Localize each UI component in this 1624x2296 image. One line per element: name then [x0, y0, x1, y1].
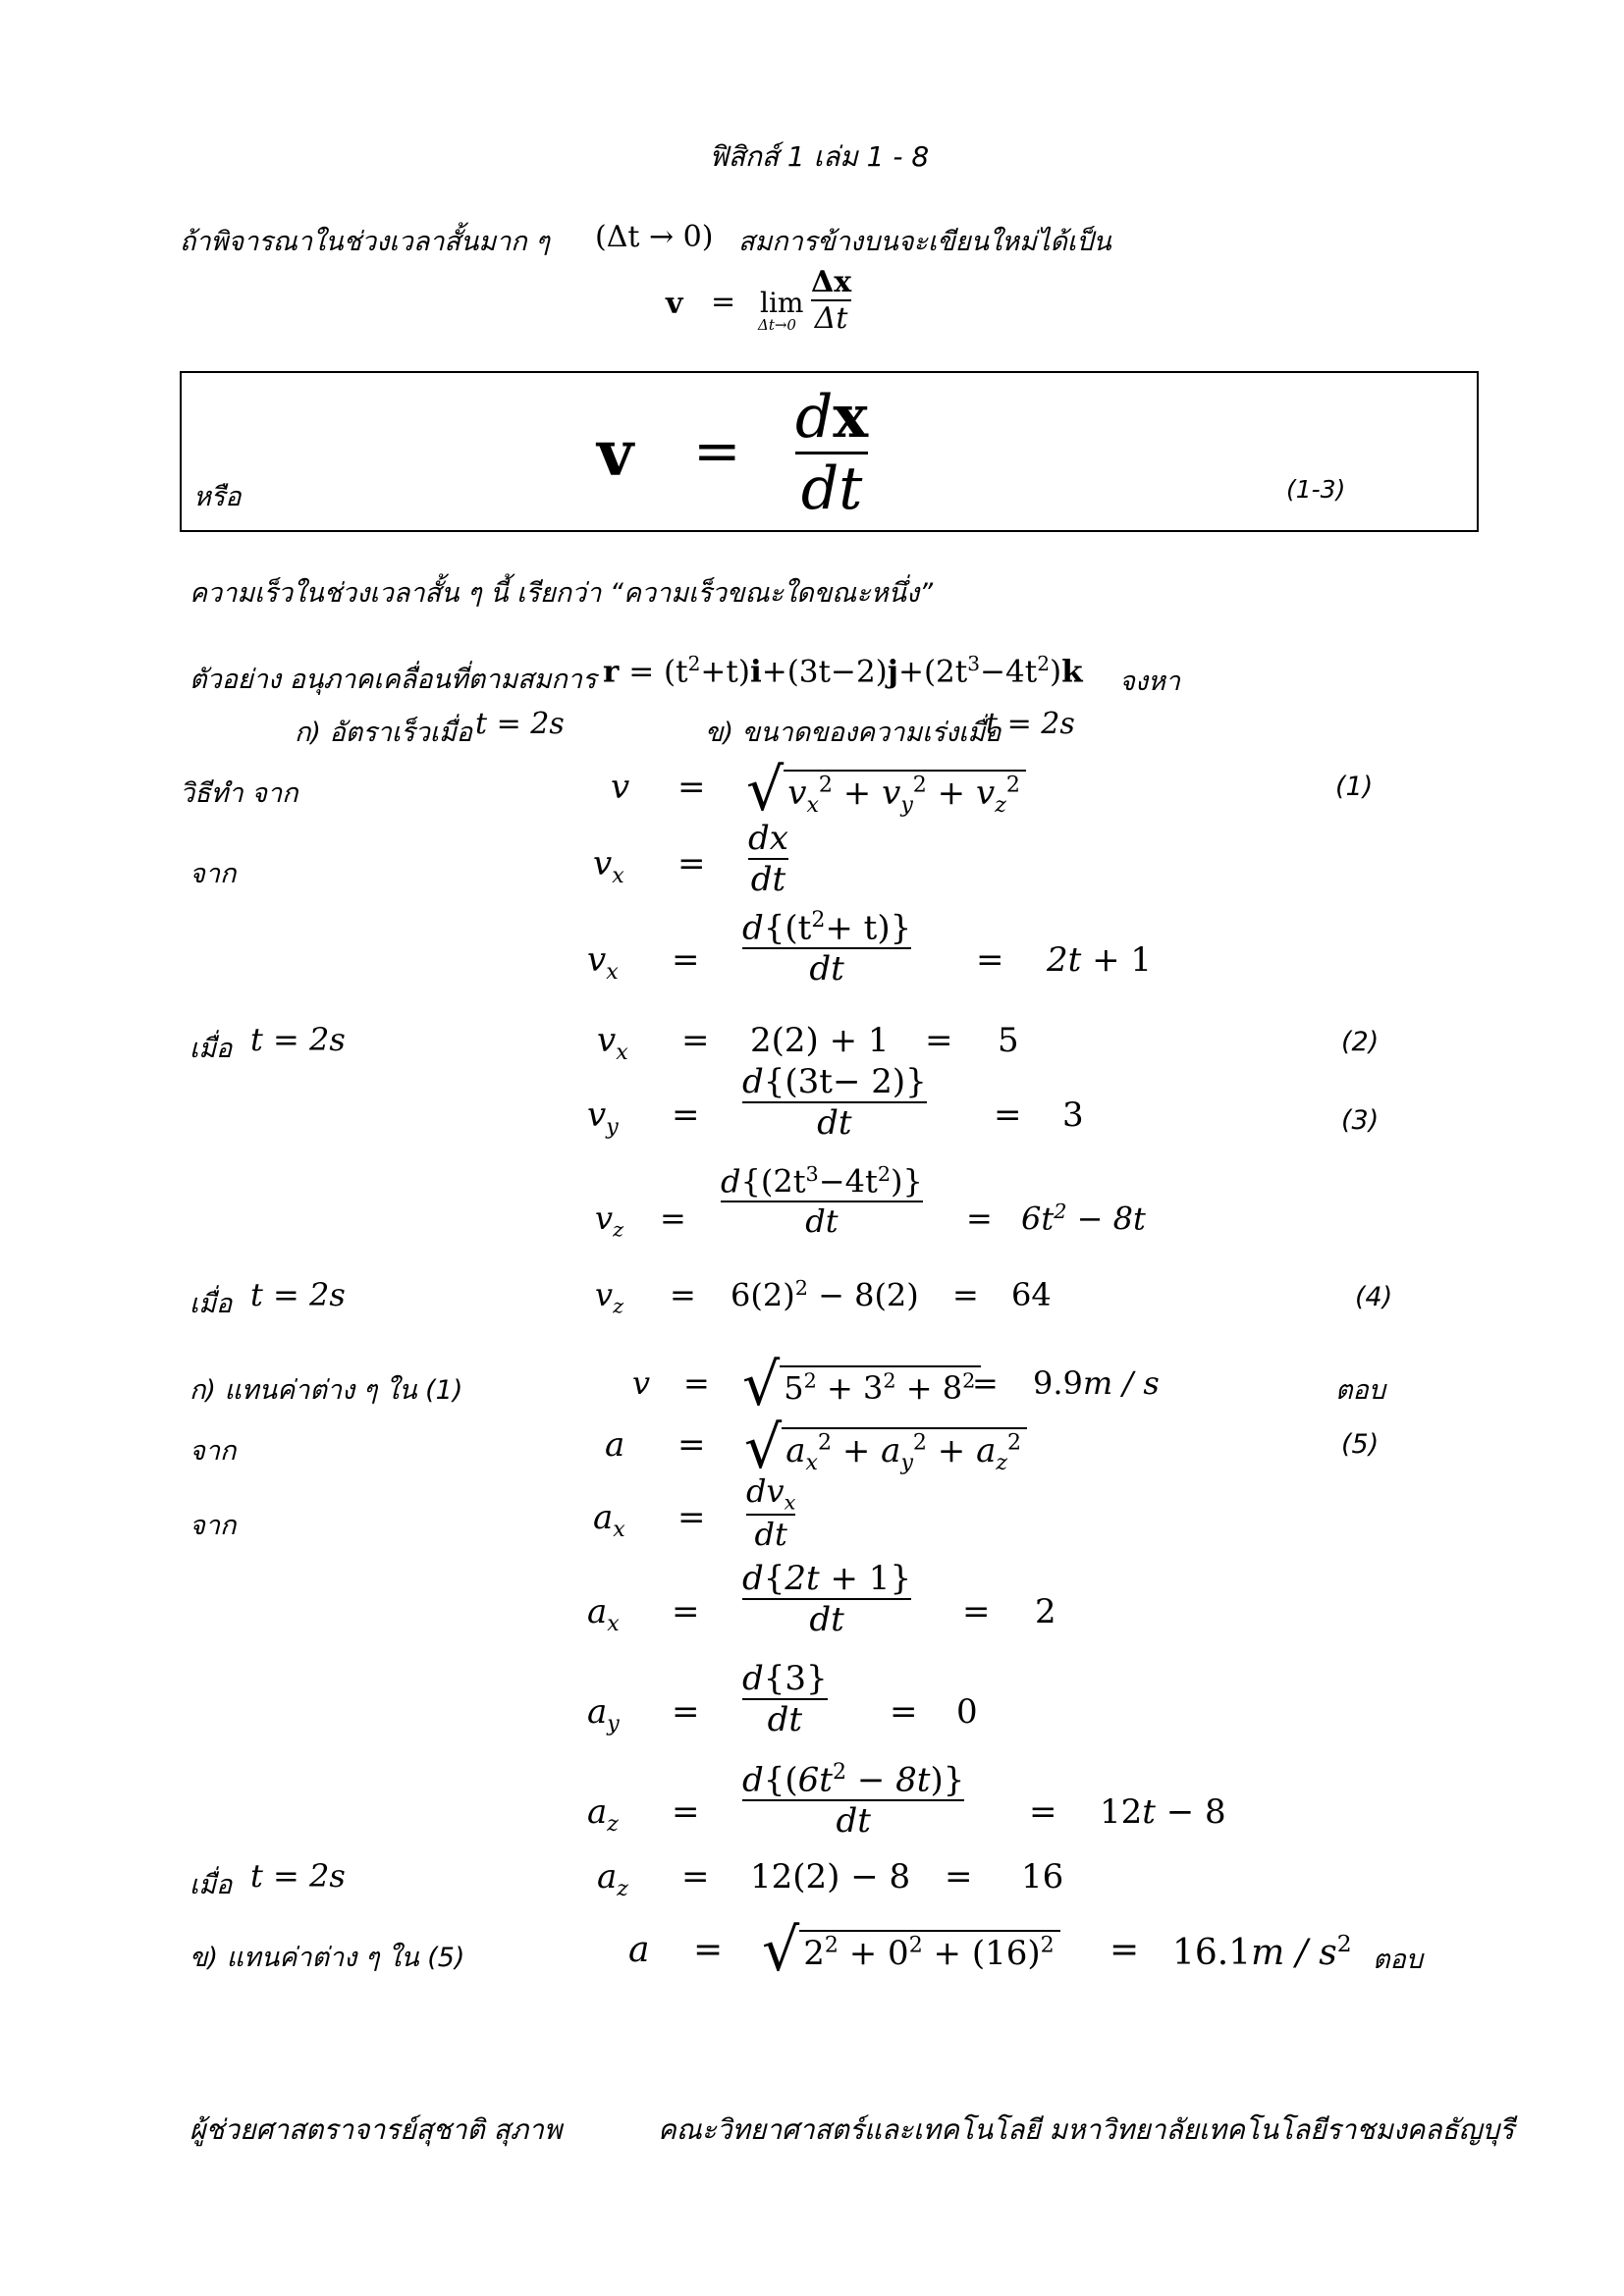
equals: =: [925, 1021, 953, 1060]
equals: =: [677, 844, 706, 883]
equals: =: [962, 1592, 991, 1631]
equals: =: [1029, 1792, 1057, 1832]
equals: =: [994, 1095, 1022, 1135]
equals: =: [672, 1792, 700, 1832]
equals: =: [976, 940, 1004, 980]
speed-substitution: √ $5^2 + 3^2 + 8^2$: [742, 1345, 981, 1414]
equals: =: [672, 1095, 700, 1135]
vx-var: $v_x$: [597, 1021, 628, 1065]
eq-number-4: (4): [1355, 1282, 1393, 1312]
delta-fraction: Δx Δt: [811, 265, 852, 336]
vx-var: $v_x$: [587, 940, 619, 985]
when-label: เมื่อ: [189, 1870, 233, 1900]
az-result: 16: [1021, 1857, 1064, 1896]
ask-label: จงหา: [1119, 667, 1180, 697]
lim-subscript: Δt→0: [758, 316, 796, 334]
equals: =: [972, 1364, 999, 1402]
equals: =: [677, 1498, 706, 1537]
speed-sqrt: √ $v_x^2 + v_y^2 + v_z^2$: [746, 750, 1026, 819]
az-var: $a_z$: [587, 1792, 619, 1837]
equals: =: [966, 1200, 993, 1237]
a-var: a: [628, 1930, 650, 1970]
or-label: หรือ: [193, 482, 242, 512]
equals: =: [711, 285, 736, 319]
vz-var: $v_z$: [595, 1200, 624, 1242]
a-var: a: [605, 1425, 625, 1465]
vz-expression: $6t^2 - 8t$: [1021, 1200, 1146, 1238]
equals: =: [683, 1364, 710, 1402]
time-a: t = 2s: [475, 707, 565, 741]
big-equals: =: [693, 417, 741, 484]
vx-expression: 2t + 1: [1047, 940, 1153, 980]
az-substitution: 12(2) − 8: [750, 1857, 911, 1896]
ay-derivative: d{3} dt: [742, 1659, 828, 1739]
vy-result: 3: [1062, 1095, 1084, 1135]
ax-derivative: d{2t + 1} dt: [742, 1559, 912, 1639]
equation-number: (1-3): [1286, 475, 1346, 504]
vx-substitution: 2(2) + 1: [750, 1021, 890, 1060]
v-var: v: [632, 1364, 651, 1402]
equals: =: [945, 1857, 973, 1896]
eq-number-5: (5): [1341, 1429, 1380, 1460]
accel-result: $16.1m / s^2$: [1172, 1930, 1352, 1973]
equals: =: [681, 1857, 710, 1896]
equals: =: [660, 1200, 686, 1237]
equals: =: [952, 1276, 979, 1313]
equals: =: [672, 1692, 700, 1732]
v-symbol: v: [666, 287, 683, 321]
big-v: v: [597, 417, 634, 491]
equals: =: [672, 940, 700, 980]
accel-sqrt: √ $a_x^2 + a_y^2 + a_z^2$: [744, 1408, 1027, 1476]
vy-derivative: d{(3t− 2)} dt: [742, 1062, 927, 1143]
speed-result: 9.9m / s: [1033, 1364, 1160, 1402]
footer-author: ผู้ช่วยศาสตราจารย์สุชาติ สุภาพ: [189, 2113, 563, 2146]
when-label: เมื่อ: [189, 1289, 233, 1319]
az-var: $a_z$: [597, 1857, 628, 1901]
method-label: วิธีทำ จาก: [180, 778, 298, 809]
equals: =: [681, 1021, 710, 1060]
from-label: จาก: [189, 1436, 237, 1467]
ay-var: $a_y$: [587, 1692, 620, 1736]
equals: =: [677, 768, 706, 807]
sub-b-label: ข) แทนค่าต่าง ๆ ใน (5): [189, 1943, 465, 1973]
equals: =: [672, 1592, 700, 1631]
ax-result: 2: [1035, 1592, 1056, 1631]
page-header: ฟิสิกส์ 1 เล่ม 1 - 8: [709, 140, 930, 173]
equals: =: [693, 1930, 724, 1970]
part-b-label: ข) ขนาดของความเร่งเมื่อ: [705, 718, 1001, 748]
vx-var: $v_x$: [593, 844, 624, 888]
az-derivative: $d\{(6t^2 - 8t)\}$ dt: [742, 1759, 965, 1842]
equals: =: [677, 1425, 706, 1465]
intro-text-2: สมการข้างบนจะเขียนใหม่ได้เป็น: [738, 227, 1111, 257]
ax-var: $a_x$: [593, 1498, 625, 1542]
eq-number-2: (2): [1341, 1027, 1380, 1057]
vx-fraction: dx dt: [748, 819, 788, 899]
time-b: t = 2s: [986, 707, 1075, 741]
ax-fraction: $dv_x$ dt: [746, 1472, 796, 1554]
answer-label: ตอบ: [1373, 1945, 1423, 1975]
v-var: v: [611, 768, 630, 807]
vz-derivative: $d\{(2t^3-4t^2)\}$ dt: [721, 1162, 923, 1240]
eq-number-1: (1): [1335, 772, 1374, 802]
time-value: t = 2s: [250, 1857, 346, 1895]
footer-institution: คณะวิทยาศาสตร์และเทคโนโลยี มหาวิทยาลัยเทคโนโลยีราชมงคลธัญบุรี: [658, 2113, 1515, 2146]
from-label: จาก: [189, 859, 237, 889]
instantaneous-text: ความเร็วในช่วงเวลาสั้น ๆ นี้ เรียกว่า “ความเร็วขณะใดขณะหนึ่ง”: [189, 578, 934, 609]
lim-symbol: lim: [760, 287, 804, 319]
intro-text: ถ้าพิจารณาในช่วงเวลาสั้นมาก ๆ: [180, 227, 550, 257]
vz-substitution: $6(2)^2 - 8(2)$: [731, 1276, 919, 1314]
vx-result: 5: [998, 1021, 1019, 1060]
sub-a-label: ก) แทนค่าต่าง ๆ ใน (1): [189, 1375, 463, 1406]
position-equation: $r = (t^2+t)i+(3t-2)j+(2t^3-4t^2)k$: [603, 652, 1083, 690]
accel-substitution: √ $2^2 + 0^2 + (16)^2$: [762, 1910, 1060, 1979]
equals: =: [670, 1276, 696, 1313]
vz-var: $v_z$: [595, 1276, 624, 1318]
answer-label: ตอบ: [1335, 1375, 1385, 1406]
vy-var: $v_y$: [587, 1095, 619, 1140]
equals: =: [1110, 1930, 1140, 1970]
part-a-label: ก) อัตราเร็วเมื่อ: [295, 718, 473, 748]
equals: =: [890, 1692, 918, 1732]
az-expression: 12t − 8: [1100, 1792, 1226, 1832]
ax-var: $a_x$: [587, 1592, 620, 1636]
example-label: ตัวอย่าง อนุภาคเคลื่อนที่ตามสมการ: [189, 665, 597, 695]
time-value: t = 2s: [250, 1276, 346, 1313]
when-label: เมื่อ: [189, 1034, 233, 1064]
ay-result: 0: [956, 1692, 978, 1732]
vx-derivative: $d\{(t^2+ t)\}$ dt: [742, 907, 912, 989]
time-value: t = 2s: [250, 1021, 346, 1058]
limit-condition: (Δt → 0): [595, 220, 714, 254]
vz-result: 64: [1011, 1276, 1052, 1313]
from-label: จาก: [189, 1511, 237, 1541]
dx-dt-fraction: dx dt: [795, 383, 869, 523]
eq-number-3: (3): [1341, 1105, 1380, 1136]
